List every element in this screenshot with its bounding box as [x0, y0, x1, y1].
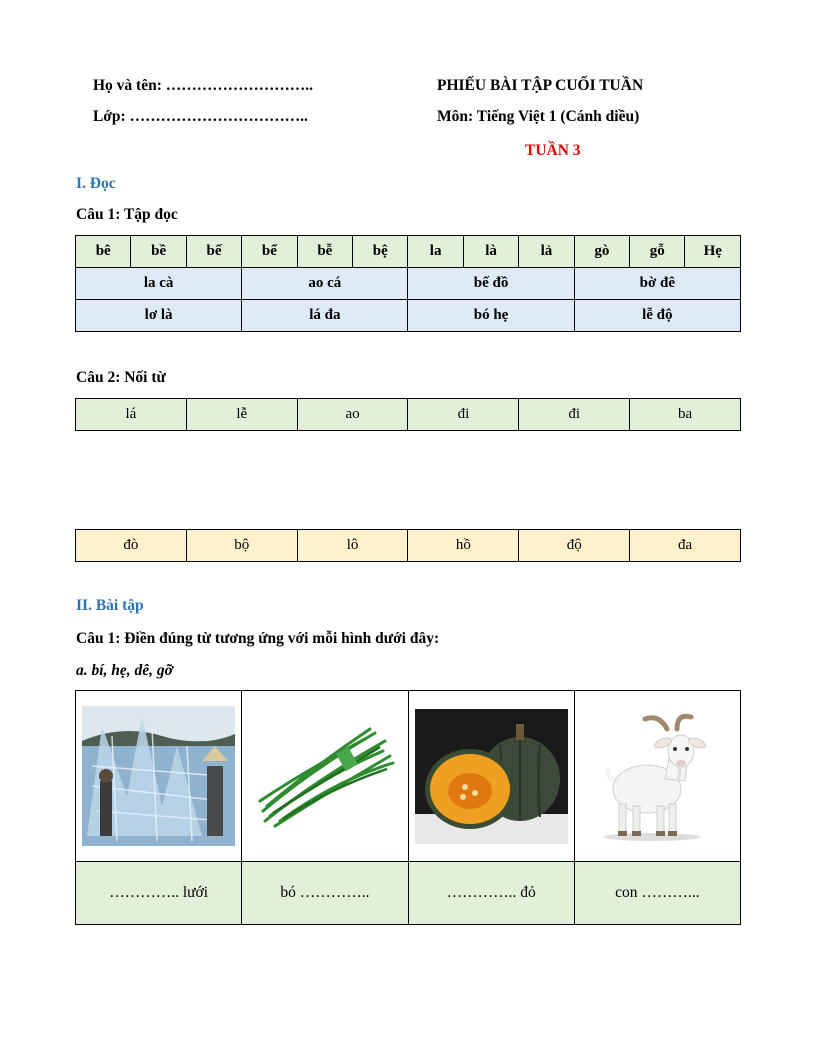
- fishing-net-image: [82, 706, 235, 846]
- word-cell: bó hẹ: [408, 300, 574, 332]
- match-top-word[interactable]: lễ: [186, 399, 297, 431]
- chives-image: [255, 721, 395, 831]
- pumpkin-photo: [408, 691, 574, 862]
- answer-cell[interactable]: con ………...: [574, 862, 740, 925]
- answer-cell[interactable]: bó …………..: [242, 862, 408, 925]
- answer-cell[interactable]: ………….. lưới: [76, 862, 242, 925]
- syllable-row: [76, 236, 741, 268]
- syllable-cell: bễ: [297, 236, 352, 268]
- match-top-word[interactable]: ao: [297, 399, 408, 431]
- word-cell: lễ độ: [574, 300, 740, 332]
- match-top-word[interactable]: lá: [76, 399, 187, 431]
- syllable-cell: bệ: [353, 236, 408, 268]
- syllable-cell: bế: [186, 236, 241, 268]
- match-top-word[interactable]: ba: [630, 399, 741, 431]
- syllable-cell: Hẹ: [685, 236, 741, 268]
- worksheet-title: PHIẾU BÀI TẬP CUỐI TUẦN: [437, 77, 644, 94]
- week-label: TUẦN 3: [525, 142, 581, 159]
- pumpkin-image: [415, 709, 568, 844]
- match-top-table: [75, 398, 741, 431]
- word-cell: bờ đê: [574, 268, 740, 300]
- match-bottom-word[interactable]: bộ: [186, 530, 297, 562]
- exercise-1-title: Câu 1: Điền đúng từ tương ứng với mỗi hình dưới đây:: [76, 630, 440, 647]
- match-bottom-word[interactable]: độ: [519, 530, 630, 562]
- syllable-cell: bê: [76, 236, 131, 268]
- picture-fill-table: [75, 690, 741, 925]
- match-bottom-word[interactable]: đò: [76, 530, 187, 562]
- subject-label: Môn: Tiếng Việt 1 (Cánh diều): [437, 108, 640, 125]
- class-field-label: Lớp: ……………………………..: [93, 108, 308, 125]
- match-bottom-word[interactable]: lô: [297, 530, 408, 562]
- section-exercise-heading: II. Bài tập: [76, 597, 144, 614]
- word-cell: la cà: [76, 268, 242, 300]
- goat-image: [597, 709, 717, 844]
- match-top-word[interactable]: đi: [519, 399, 630, 431]
- word-row: [76, 300, 741, 332]
- reading-table: [75, 235, 741, 332]
- chives-bunch-photo: [242, 691, 408, 862]
- exercise-1a-hint: a. bí, hẹ, dê, gỡ: [76, 662, 174, 679]
- word-cell: bế đồ: [408, 268, 574, 300]
- syllable-cell: bể: [242, 236, 297, 268]
- match-bottom-word[interactable]: đa: [630, 530, 741, 562]
- fishing-net-photo: [76, 691, 242, 862]
- syllable-cell: lả: [519, 236, 574, 268]
- syllable-cell: la: [408, 236, 463, 268]
- match-bottom-word[interactable]: hồ: [408, 530, 519, 562]
- match-bottom-table: [75, 529, 741, 562]
- question-1-title: Câu 1: Tập đọc: [76, 206, 178, 223]
- answer-cell[interactable]: ………….. đỏ: [408, 862, 574, 925]
- question-2-title: Câu 2: Nối từ: [76, 369, 166, 386]
- goat-illustration: [574, 691, 740, 862]
- syllable-cell: gò: [574, 236, 629, 268]
- syllable-cell: gỗ: [630, 236, 685, 268]
- word-cell: lá đa: [242, 300, 408, 332]
- word-row: [76, 268, 741, 300]
- match-top-word[interactable]: đi: [408, 399, 519, 431]
- name-field-label: Họ và tên: ………………………..: [93, 77, 314, 94]
- syllable-cell: là: [463, 236, 518, 268]
- word-cell: ao cá: [242, 268, 408, 300]
- word-cell: lơ là: [76, 300, 242, 332]
- section-reading-heading: I. Đọc: [76, 175, 116, 192]
- syllable-cell: bề: [131, 236, 186, 268]
